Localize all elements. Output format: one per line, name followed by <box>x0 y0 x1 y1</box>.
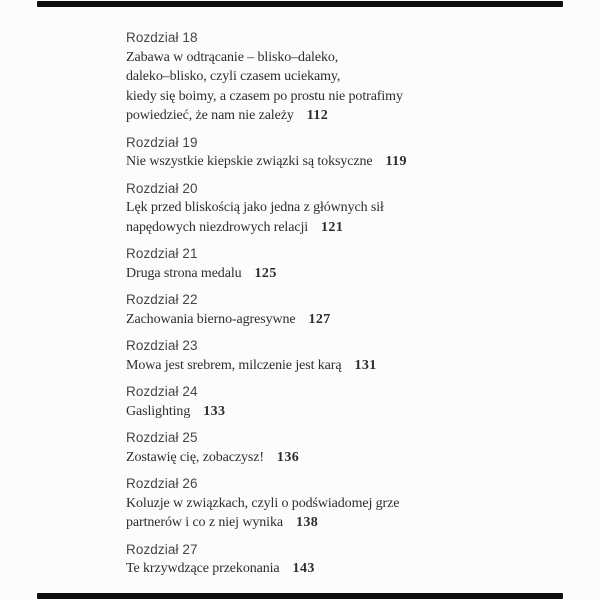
chapter-title-text: Lęk przed bliskością jako jedna z głównych sił <box>126 200 384 215</box>
chapter-title <box>126 152 546 172</box>
chapter-title <box>126 356 546 376</box>
chapter-title-line <box>126 87 546 107</box>
bottom-edge-bar <box>37 593 563 599</box>
toc-chapter-entry <box>126 179 546 238</box>
page-number: 127 <box>308 311 331 327</box>
chapter-title-line <box>126 264 546 284</box>
chapter-title <box>126 310 546 330</box>
chapter-title-line <box>126 48 546 68</box>
chapter-heading: Rozdział 22 <box>126 292 198 307</box>
chapter-heading: Rozdział 23 <box>126 338 198 353</box>
chapter-heading: Rozdział 19 <box>126 134 198 150</box>
chapter-heading: Rozdział 25 <box>126 430 198 445</box>
page-number: 136 <box>276 449 300 465</box>
chapter-heading: Rozdział 21 <box>126 246 198 261</box>
chapter-title <box>126 264 546 284</box>
chapter-title-line <box>126 67 546 87</box>
chapter-title <box>126 559 546 579</box>
chapter-heading: Rozdział 24 <box>126 384 198 399</box>
chapter-title-text: Zabawa w odtrącanie – blisko–daleko, <box>126 49 339 65</box>
toc-chapter-entry <box>126 474 546 533</box>
toc-chapter-entry <box>126 290 546 329</box>
chapter-title-text: Te krzywdzące przekonania <box>126 561 280 576</box>
chapter-title-line <box>126 402 546 422</box>
chapter-title <box>126 494 546 533</box>
chapter-heading: Rozdział 18 <box>126 30 198 45</box>
chapter-title <box>126 448 546 468</box>
chapter-title-text: powiedzieć, że nam nie zależy <box>126 108 294 123</box>
page-number: 125 <box>254 265 277 281</box>
page-number: 143 <box>292 561 315 576</box>
toc-chapter-entry <box>126 336 546 375</box>
page-number: 112 <box>306 108 329 123</box>
chapter-title-text: daleko–blisko, czyli czasem uciekamy, <box>126 69 341 84</box>
toc-chapter-entry <box>126 244 546 283</box>
chapter-title-text: napędowych niezdrowych relacji <box>126 219 309 235</box>
toc-chapter-entry <box>126 540 546 579</box>
chapter-title-line <box>126 559 546 579</box>
chapter-title-text: Koluzje w związkach, czyli o podświadomej grze <box>126 495 400 511</box>
toc-chapter-entry <box>126 382 546 421</box>
chapter-title-text: Mowa jest srebrem, milczenie jest karą <box>126 357 342 373</box>
chapter-title-line <box>126 356 546 376</box>
toc-chapter-entry <box>126 133 546 172</box>
page-number: 131 <box>354 357 377 373</box>
chapter-title-line <box>126 310 546 330</box>
chapter-title-text: Zachowania bierno-agresywne <box>126 311 296 327</box>
chapter-title <box>126 402 546 422</box>
page-number: 138 <box>295 515 319 530</box>
table-of-contents <box>126 28 546 586</box>
chapter-title-line <box>126 494 546 514</box>
page-number: 119 <box>385 154 407 169</box>
chapter-title-text: partnerów i co z niej wynika <box>126 515 283 530</box>
chapter-heading: Rozdział 27 <box>126 541 198 557</box>
chapter-title-text: Gaslighting <box>126 403 191 419</box>
top-edge-bar <box>37 1 563 7</box>
chapter-title <box>126 48 546 126</box>
chapter-title-line <box>126 218 546 238</box>
chapter-heading: Rozdział 26 <box>126 476 198 491</box>
chapter-title-line <box>126 152 546 172</box>
chapter-title <box>126 198 546 237</box>
chapter-title-text: Druga strona medalu <box>126 265 242 281</box>
toc-chapter-entry <box>126 28 546 126</box>
chapter-title-line <box>126 448 546 468</box>
page-number: 133 <box>203 403 226 419</box>
chapter-title-line <box>126 198 546 218</box>
chapter-title-text: Zostawię cię, zobaczysz! <box>126 449 264 465</box>
chapter-heading: Rozdział 20 <box>126 180 198 196</box>
page-number: 121 <box>321 219 344 235</box>
toc-chapter-entry <box>126 428 546 467</box>
chapter-title-line <box>126 513 546 533</box>
chapter-title-line <box>126 106 546 126</box>
chapter-title-text: kiedy się boimy, a czasem po prostu nie potrafimy <box>126 88 403 104</box>
chapter-title-text: Nie wszystkie kiepskie związki są toksyczne <box>126 154 373 169</box>
